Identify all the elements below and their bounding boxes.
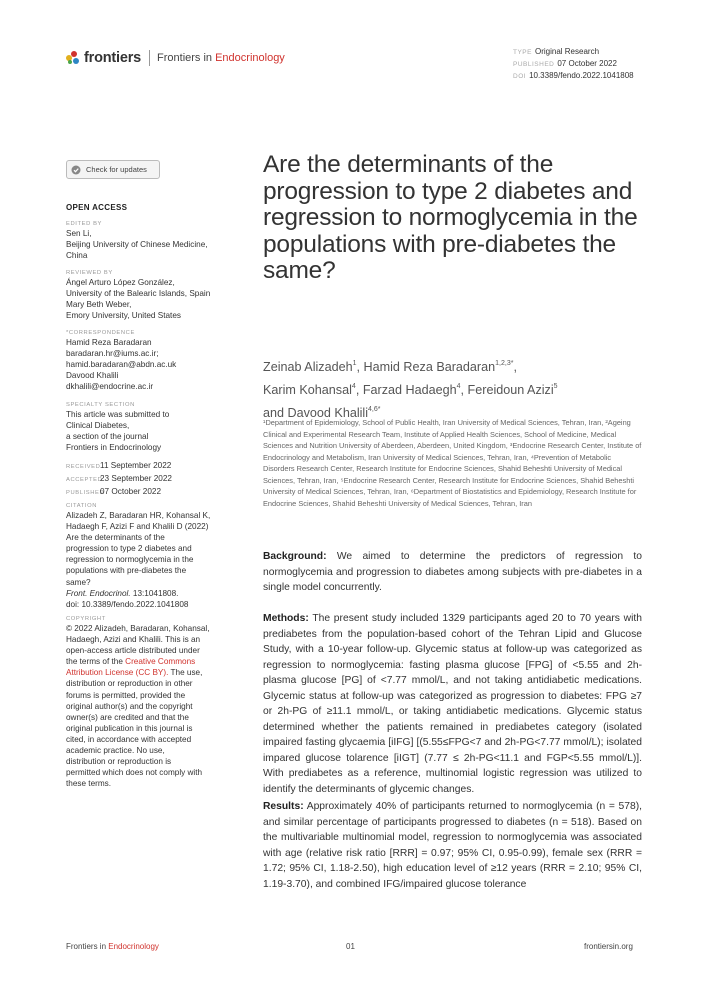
citation-doi-link[interactable]: doi: 10.3389/fendo.2022.1041808 — [66, 599, 189, 609]
frontiers-logo[interactable] — [66, 50, 285, 66]
abstract-methods: Methods: The present study included 1329 participants aged 20 to 70 years with prediabetes from the population-based cohort of the Tehran Lipid and Glucose Study, with a 10-year follow-up. Glycemic status at follow-up was categorized as regression to normoglycemia: fasting plasma glucose [FPG] of <5.55 and 2h-plasma glucose [PG] of <7.77 mmol/L, and not taking antidiabetic medications. Glycemic status at follow-up was categorized as progression to diabetes: FPG ≥7 or 2h-PG of ≥11.1 mmol/L, or taking antidiabetic medications. Glycemic status determined whether the patients remained in prediabetes category (isolated impaired fasting glycaemia [iIFG] [(5.55≤FPG<7 and 2h-PG<7.77 mmol/L); isolated impared glucose tolarence [iIGT] (7.77 ≤ 2h-PG<11.1 and FGP<5.55 mmol/L)]. With prediabetes as a reference, multinomial logistic regression was utilized to identify the determinants of glycemic changes. — [263, 613, 642, 795]
check-updates-icon — [71, 165, 81, 175]
author-list: Zeinab Alizadeh$^1$, Hamid Reza Baradaran$^{1,2,3*}$, Karim Kohansal$^4$, Farzad Hadaegh$^4$, Fereidoun Azizi$^5$ and Davood Khalili$^{4,6*}$ — [263, 360, 558, 420]
author-name[interactable]: and Davood Khalili — [263, 406, 369, 420]
author-name[interactable]: Karim Kohansal — [263, 383, 352, 397]
citation-block: CITATION Alizadeh Z, Baradaran HR, Kohansal K, Hadaegh F, Azizi F and Khalili D (2022) Are the determinants of the progression to type 2 diabetes and regression to normoglycemia in the populations with pre-diabetes the same? Front. Endocrinol. 13:1041808. doi: 10.3389/fendo.2022.1041808 — [66, 502, 251, 610]
author-name[interactable]: Zeinab Alizadeh — [263, 360, 353, 374]
specialty-section-block: SPECIALTY SECTION This article was submitted to Clinical Diabetes, a section of the journal Frontiers in Endocrinology — [66, 402, 170, 453]
email-link[interactable]: hamid.baradaran@abdn.ac.uk — [66, 360, 177, 370]
cc-license-link[interactable]: Attribution License (CC BY). — [66, 668, 169, 678]
copyright-block: COPYRIGHT © 2022 Alizadeh, Baradaran, Kohansal, Hadaegh, Azizi and Khalili. This is an open-access article distributed under the terms of the Creative Commons Attribution License (CC BY). The use, distribution or reproduction in other forums is permitted, provided the original author(s) and the copyright owner(s) are credited and that the original publication in this journal is cited, in accordance with accepted academic practice. No use, distribution or reproduction is permitted which does not comply with these terms. — [66, 616, 210, 789]
journal-name: Frontiers in Endocrinology — [157, 52, 285, 64]
article-title: Are the determinants of the progression to type 2 diabetes and regression to normoglycemia in the populations with pre-diabetes the same? — [263, 151, 638, 284]
footer-journal: Frontiers in Endocrinology — [66, 942, 159, 951]
site-link[interactable]: frontiersin.org — [584, 942, 633, 951]
correspondence-block: *CORRESPONDENCE Hamid Reza Baradaran baradaran.hr@iums.ac.ir; hamid.baradaran@abdn.ac.uk Davood Khalili dkhalili@endocrine.ac.ir — [66, 329, 251, 392]
author-name[interactable]: Fereidoun Azizi — [467, 383, 554, 397]
author-name[interactable]: Farzad Hadaegh — [362, 383, 457, 397]
cc-license-link[interactable]: Creative Commons — [125, 657, 196, 667]
email-link[interactable]: dkhalili@endocrine.ac.ir — [66, 382, 154, 392]
abstract-results: Results: Approximately 40% of participants returned to normoglycemia (n = 578), and similar percentage of participants progressed to diabetes (n = 518). Based on the multivariable multinomial model, regression to normoglycemia was associated with age (relative risk ratio [RRR] = 0.97; 95% CI, 0.95-0.99), female sex (RRR = 1.72; 95% CI, 1.18-2.50), high education level of ≥12 years (RRR = 2.10; 95% CI, 1.19-3.70), and combined IFG/impaired glucose tolerance — [263, 801, 642, 890]
abstract-background: Background: We aimed to determine the predictors of regression to normoglycemia and progression to diabetes among subjects with pre-diabetes in a single model concurrently. — [263, 551, 642, 593]
logo-divider — [149, 50, 150, 66]
edited-by-block: EDITED BY Sen Li, Beijing University of Chinese Medicine, China — [66, 221, 208, 261]
dates-block: RECEIVED11 September 2022 ACCEPTED23 September 2022 PUBLISHED07 October 2022 — [66, 461, 172, 497]
affiliations: ¹Department of Epidemiology, School of Public Health, Iran University of Medical Sciences, Tehran, Iran, ²Ageing Clinical and Experimental Research Team, Institute of Applied Health Sciences, School of Medicine, Medical Sciences and Nutrition University of Aberdeen, Aberdeen, United Kingdom, ³Endocrine Research Center, Institute of Endocrinology and Metabolism, Iran University of Medical Sciences, Tehran, Iran, ⁴Prevention of Metabolic Disorders Research Center, Research Institute for Endocrine Sciences, Shahid Beheshti University of Medical Sciences, Tehran, Iran, ⁵Endocrine Research Center, Research Institute for Endocrine Sciences, Shahid Beheshti University of Medical Sciences, Tehran, Iran, ⁶Department of Biostatistics and Epidemiology, Research Institute for Endocrine Sciences, Shahid Beheshti University of Medical Sciences, Tehran, Iran — [263, 418, 642, 508]
author-name[interactable]: Hamid Reza Baradaran — [363, 360, 496, 374]
check-for-updates-button[interactable] — [66, 160, 160, 179]
page-number: 01 — [346, 942, 355, 951]
open-access-label: OPEN ACCESS — [66, 203, 128, 212]
article-meta: TYPE Original Research PUBLISHED 07 October 2022 DOI 10.3389/fendo.2022.1041808 — [513, 47, 634, 80]
frontiers-logo-icon — [66, 51, 80, 65]
check-updates-label: Check for updates — [86, 165, 147, 174]
email-link[interactable]: baradaran.hr@iums.ac.ir; — [66, 349, 159, 359]
reviewed-by-block: REVIEWED BY Ángel Arturo López González, University of the Balearic Islands, Spain Mary Beth Weber, Emory University, United States — [66, 270, 211, 321]
brand-name: frontiers — [84, 50, 142, 66]
doi-link[interactable]: 10.3389/fendo.2022.1041808 — [529, 71, 634, 80]
